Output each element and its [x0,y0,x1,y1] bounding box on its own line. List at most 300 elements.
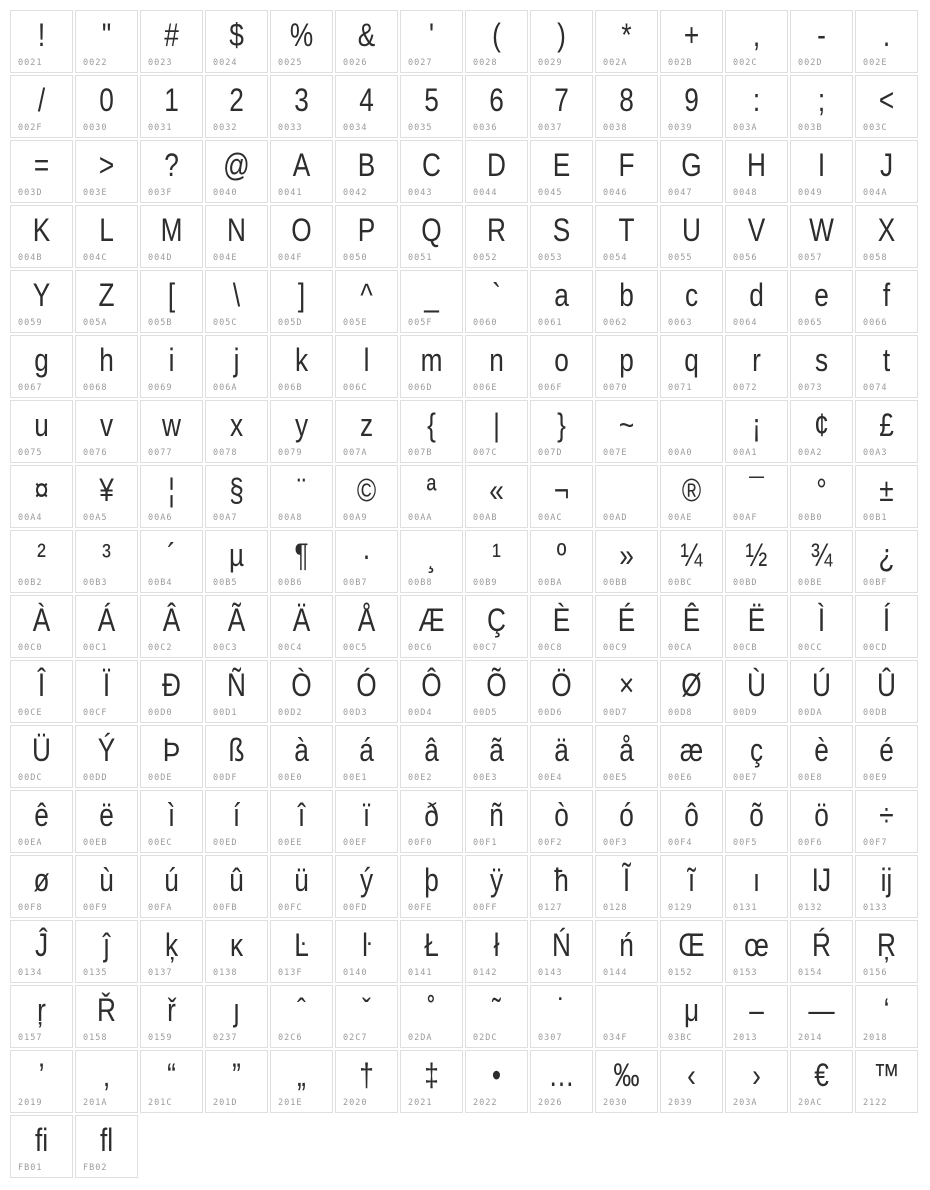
glyph-cell[interactable] [205,790,268,853]
codepoint-label: 0062 [603,318,628,328]
glyph: ˙ [557,992,566,1028]
glyph-cell[interactable] [790,1050,853,1113]
codepoint-label: 0143 [538,968,563,978]
glyph-cell[interactable] [10,595,73,658]
glyph-cell[interactable] [465,140,528,203]
glyph: Ô [421,667,442,703]
glyph-cell[interactable] [10,10,73,73]
glyph: ” [232,1057,241,1093]
glyph-cell[interactable] [205,855,268,918]
glyph-cell[interactable] [725,595,788,658]
glyph: q [684,342,699,378]
glyph: 9 [684,82,699,118]
glyph-cell[interactable] [660,270,723,333]
glyph: " [101,17,112,53]
glyph-cell[interactable] [790,10,853,73]
glyph-cell[interactable] [140,855,203,918]
glyph-cell[interactable] [10,465,73,528]
glyph: y [294,407,309,443]
glyph-cell[interactable] [270,530,333,593]
codepoint-label: 0074 [863,383,888,393]
glyph-cell[interactable] [270,205,333,268]
glyph-cell[interactable] [205,10,268,73]
glyph-cell[interactable] [660,140,723,203]
glyph-cell[interactable] [270,140,333,203]
glyph-cell[interactable] [465,270,528,333]
glyph-cell[interactable] [400,205,463,268]
glyph-cell[interactable] [10,920,73,983]
glyph-cell[interactable] [725,335,788,398]
glyph-cell[interactable] [75,140,138,203]
glyph-cell[interactable] [10,725,73,788]
glyph-cell[interactable] [855,595,918,658]
glyph-cell[interactable] [595,10,658,73]
glyph: ® [681,472,702,508]
glyph: l [363,342,370,378]
glyph-cell[interactable] [335,10,398,73]
glyph-cell[interactable] [270,10,333,73]
glyph-cell[interactable] [400,335,463,398]
glyph-cell[interactable] [400,985,463,1048]
glyph-cell[interactable] [660,530,723,593]
glyph-cell[interactable] [595,855,658,918]
glyph-cell[interactable] [335,140,398,203]
glyph-cell[interactable] [140,530,203,593]
codepoint-label: 00AD [603,513,628,523]
glyph-cell[interactable] [75,660,138,723]
glyph-cell[interactable] [855,530,918,593]
codepoint-label: 00FE [408,903,433,913]
glyph-cell[interactable] [335,465,398,528]
glyph-cell[interactable] [140,400,203,463]
glyph-cell[interactable] [75,985,138,1048]
glyph-cell[interactable] [725,920,788,983]
glyph-cell[interactable] [790,465,853,528]
glyph-cell[interactable] [660,855,723,918]
codepoint-label: 00E7 [733,773,758,783]
glyph-cell[interactable] [660,725,723,788]
codepoint-label: 005D [278,318,303,328]
glyph-cell[interactable] [530,10,593,73]
glyph-cell[interactable] [75,595,138,658]
glyph-cell[interactable] [335,75,398,138]
glyph: ¾ [810,537,833,573]
glyph-cell[interactable] [855,465,918,528]
glyph-cell[interactable] [10,790,73,853]
codepoint-label: 003B [798,123,823,133]
glyph-cell[interactable] [595,400,658,463]
glyph: Å [357,602,376,638]
glyph-cell[interactable] [335,985,398,1048]
glyph-cell[interactable] [140,595,203,658]
codepoint-label: 0036 [473,123,498,133]
glyph-cell[interactable] [530,270,593,333]
glyph-cell[interactable] [270,855,333,918]
codepoint-label: 004B [18,253,43,263]
glyph-cell[interactable] [335,205,398,268]
codepoint-label: 00A8 [278,513,303,523]
glyph-cell[interactable] [725,725,788,788]
glyph-cell[interactable] [660,205,723,268]
glyph-cell[interactable] [10,140,73,203]
glyph-cell[interactable] [595,335,658,398]
glyph-cell[interactable] [725,10,788,73]
glyph-cell[interactable] [75,1115,138,1178]
glyph: ² [37,537,46,573]
glyph-cell[interactable] [140,465,203,528]
glyph-cell[interactable] [400,400,463,463]
glyph-cell[interactable] [400,725,463,788]
glyph-cell[interactable] [205,335,268,398]
glyph-cell[interactable] [725,660,788,723]
glyph-cell[interactable] [725,790,788,853]
glyph-cell[interactable] [725,400,788,463]
glyph-cell[interactable] [465,400,528,463]
glyph: Ë [747,602,766,638]
glyph-cell[interactable] [855,205,918,268]
glyph-cell[interactable] [270,985,333,1048]
codepoint-label: 00CD [863,643,888,653]
glyph-cell[interactable] [335,335,398,398]
glyph-cell[interactable] [75,1050,138,1113]
glyph-cell[interactable] [140,270,203,333]
glyph-cell[interactable] [400,855,463,918]
glyph-cell[interactable] [595,270,658,333]
glyph-cell[interactable] [140,205,203,268]
glyph-cell[interactable] [595,140,658,203]
glyph-cell[interactable] [270,1050,333,1113]
glyph-cell[interactable] [855,985,918,1048]
glyph-cell[interactable] [790,75,853,138]
glyph-cell[interactable] [10,1115,73,1178]
glyph [666,401,716,447]
glyph-cell[interactable] [530,985,593,1048]
glyph-cell[interactable] [140,790,203,853]
glyph-cell[interactable] [725,530,788,593]
glyph-cell[interactable] [465,920,528,983]
glyph-cell[interactable] [660,335,723,398]
glyph-cell[interactable] [855,75,918,138]
glyph-cell[interactable] [400,660,463,723]
glyph-cell[interactable] [400,75,463,138]
glyph-cell[interactable] [530,1050,593,1113]
glyph-cell[interactable] [140,725,203,788]
glyph-cell[interactable] [75,335,138,398]
glyph-cell[interactable] [10,75,73,138]
glyph-cell[interactable] [855,400,918,463]
glyph: º [556,537,567,573]
glyph-cell[interactable] [790,595,853,658]
glyph-cell[interactable] [530,790,593,853]
glyph-cell[interactable] [205,920,268,983]
glyph: t [882,342,891,378]
glyph-cell[interactable] [790,270,853,333]
glyph-cell[interactable] [205,530,268,593]
glyph-cell[interactable] [205,595,268,658]
codepoint-label: 0237 [213,1033,238,1043]
glyph: I [817,147,826,183]
glyph-cell[interactable] [790,725,853,788]
glyph-cell[interactable] [855,855,918,918]
codepoint-label: 005E [343,318,368,328]
glyph-cell[interactable] [270,270,333,333]
glyph-cell[interactable] [270,920,333,983]
glyph-cell[interactable] [660,465,723,528]
glyph-cell[interactable] [465,75,528,138]
glyph-cell[interactable] [855,140,918,203]
glyph-cell[interactable] [140,920,203,983]
glyph-cell[interactable] [855,725,918,788]
glyph-cell[interactable] [400,920,463,983]
glyph-cell[interactable] [205,465,268,528]
glyph-cell[interactable] [790,660,853,723]
glyph-cell[interactable] [855,1050,918,1113]
glyph-cell[interactable] [595,75,658,138]
glyph-cell[interactable] [790,985,853,1048]
codepoint-label: 00FB [213,903,238,913]
glyph-cell[interactable] [205,205,268,268]
glyph-cell[interactable] [140,75,203,138]
codepoint-label: 0128 [603,903,628,913]
glyph-cell[interactable] [270,595,333,658]
codepoint-label: 0142 [473,968,498,978]
codepoint-label: 00E9 [863,773,888,783]
glyph-cell[interactable] [335,595,398,658]
glyph-cell[interactable] [75,855,138,918]
glyph-cell[interactable] [400,140,463,203]
glyph-cell[interactable] [10,400,73,463]
glyph: ; [817,82,826,118]
glyph-cell[interactable] [10,855,73,918]
glyph-cell[interactable] [595,1050,658,1113]
glyph-cell[interactable] [205,140,268,203]
glyph-cell[interactable] [205,1050,268,1113]
glyph-cell[interactable] [75,400,138,463]
glyph-cell[interactable] [205,400,268,463]
glyph-cell[interactable] [335,725,398,788]
codepoint-label: 02DC [473,1033,498,1043]
glyph: | [493,407,500,443]
glyph: ã [489,732,504,768]
glyph-cell[interactable] [400,465,463,528]
glyph-cell[interactable] [530,725,593,788]
glyph-cell[interactable] [465,725,528,788]
codepoint-label: 007E [603,448,628,458]
glyph-cell[interactable] [10,530,73,593]
glyph-cell[interactable] [595,725,658,788]
glyph-cell[interactable] [725,270,788,333]
codepoint-label: 007C [473,448,498,458]
glyph-cell[interactable] [790,205,853,268]
glyph-cell[interactable] [400,530,463,593]
codepoint-label: 00BA [538,578,563,588]
glyph-cell[interactable] [140,335,203,398]
glyph-cell[interactable] [10,660,73,723]
glyph-cell[interactable] [75,920,138,983]
glyph-cell[interactable] [530,660,593,723]
glyph-cell[interactable] [660,10,723,73]
glyph-cell[interactable] [270,400,333,463]
glyph-cell[interactable] [400,270,463,333]
glyph-cell[interactable] [10,335,73,398]
glyph-cell[interactable] [75,270,138,333]
glyph-cell[interactable] [400,595,463,658]
glyph-cell[interactable] [465,530,528,593]
glyph-cell[interactable] [140,140,203,203]
glyph-cell[interactable] [790,400,853,463]
glyph-cell[interactable] [465,985,528,1048]
glyph-cell[interactable] [465,595,528,658]
glyph: ì [167,797,176,833]
glyph-cell[interactable] [10,1050,73,1113]
codepoint-label: 0034 [343,123,368,133]
glyph-cell[interactable] [75,75,138,138]
glyph-cell[interactable] [790,790,853,853]
glyph-cell[interactable] [205,985,268,1048]
glyph-cell[interactable] [205,660,268,723]
glyph-cell[interactable] [725,75,788,138]
glyph-cell[interactable] [530,465,593,528]
glyph: § [229,472,244,508]
glyph: % [289,17,314,53]
glyph-cell[interactable] [595,595,658,658]
glyph-cell[interactable] [75,790,138,853]
glyph-cell[interactable] [270,75,333,138]
glyph-cell[interactable] [530,335,593,398]
codepoint-label: 00A0 [668,448,693,458]
glyph: À [32,602,51,638]
glyph-cell[interactable] [75,10,138,73]
glyph-cell[interactable] [595,465,658,528]
codepoint-label: 00B7 [343,578,368,588]
glyph-cell[interactable] [335,530,398,593]
glyph-cell[interactable] [790,920,853,983]
glyph-cell[interactable] [660,1050,723,1113]
glyph: 4 [359,82,374,118]
glyph-cell[interactable] [400,1050,463,1113]
glyph: – [749,992,764,1028]
glyph-cell[interactable] [335,1050,398,1113]
glyph-cell[interactable] [270,465,333,528]
glyph-cell[interactable] [10,985,73,1048]
glyph-cell[interactable] [725,855,788,918]
glyph: Z [98,277,115,313]
glyph-cell[interactable] [595,660,658,723]
glyph-cell[interactable] [270,335,333,398]
glyph-cell[interactable] [660,790,723,853]
glyph-cell[interactable] [855,920,918,983]
glyph-cell[interactable] [140,1050,203,1113]
glyph-cell[interactable] [465,10,528,73]
glyph-cell[interactable] [465,790,528,853]
glyph-cell[interactable] [335,790,398,853]
glyph: • [491,1057,502,1093]
glyph-cell[interactable] [530,920,593,983]
glyph-cell[interactable] [530,400,593,463]
glyph-cell[interactable] [75,205,138,268]
glyph-cell[interactable] [725,1050,788,1113]
codepoint-label: 0039 [668,123,693,133]
glyph-cell[interactable] [205,270,268,333]
glyph-cell[interactable] [335,660,398,723]
glyph-cell[interactable] [530,75,593,138]
glyph-cell[interactable] [335,400,398,463]
glyph-cell[interactable] [725,465,788,528]
glyph-cell[interactable] [530,595,593,658]
glyph-cell[interactable] [140,10,203,73]
glyph-cell[interactable] [530,140,593,203]
glyph-cell[interactable] [270,790,333,853]
glyph-cell[interactable] [465,205,528,268]
codepoint-label: 0067 [18,383,43,393]
glyph-cell[interactable] [400,10,463,73]
glyph-cell[interactable] [465,1050,528,1113]
glyph-cell[interactable] [140,660,203,723]
glyph-cell[interactable] [10,270,73,333]
glyph-cell[interactable] [400,790,463,853]
glyph-cell[interactable] [595,985,658,1048]
glyph-cell[interactable] [595,920,658,983]
glyph: † [359,1057,374,1093]
glyph-cell[interactable] [595,205,658,268]
glyph-cell[interactable] [270,660,333,723]
glyph-cell[interactable] [660,400,723,463]
glyph-cell[interactable] [725,205,788,268]
glyph-cell[interactable] [660,920,723,983]
glyph-cell[interactable] [465,660,528,723]
glyph-cell[interactable] [465,335,528,398]
codepoint-label: 0079 [278,448,303,458]
glyph-cell[interactable] [855,270,918,333]
glyph-cell[interactable] [595,790,658,853]
glyph-cell[interactable] [465,465,528,528]
glyph-cell[interactable] [205,75,268,138]
glyph-cell[interactable] [855,10,918,73]
glyph-cell[interactable] [205,725,268,788]
glyph-cell[interactable] [75,725,138,788]
glyph-cell[interactable] [335,855,398,918]
glyph-cell[interactable] [855,790,918,853]
glyph-cell[interactable] [270,725,333,788]
glyph-cell[interactable] [10,205,73,268]
glyph-cell[interactable] [660,75,723,138]
glyph-cell[interactable] [790,855,853,918]
glyph-cell[interactable] [530,530,593,593]
glyph-cell[interactable] [335,920,398,983]
glyph-cell[interactable] [660,660,723,723]
glyph-cell[interactable] [75,465,138,528]
glyph: ‰ [613,1057,640,1093]
glyph-cell[interactable] [790,530,853,593]
glyph-cell[interactable] [530,205,593,268]
glyph-cell[interactable] [790,335,853,398]
glyph-cell[interactable] [660,985,723,1048]
glyph-cell[interactable] [855,335,918,398]
glyph-cell[interactable] [725,140,788,203]
glyph-cell[interactable] [660,595,723,658]
glyph-cell[interactable] [75,530,138,593]
glyph-cell[interactable] [725,985,788,1048]
glyph-cell[interactable] [790,140,853,203]
glyph-cell[interactable] [855,660,918,723]
glyph-cell[interactable] [530,855,593,918]
codepoint-label: 0044 [473,188,498,198]
glyph-cell[interactable] [335,270,398,333]
glyph-cell[interactable] [595,530,658,593]
glyph-cell[interactable] [140,985,203,1048]
glyph-cell[interactable] [465,855,528,918]
codepoint-label: 0056 [733,253,758,263]
